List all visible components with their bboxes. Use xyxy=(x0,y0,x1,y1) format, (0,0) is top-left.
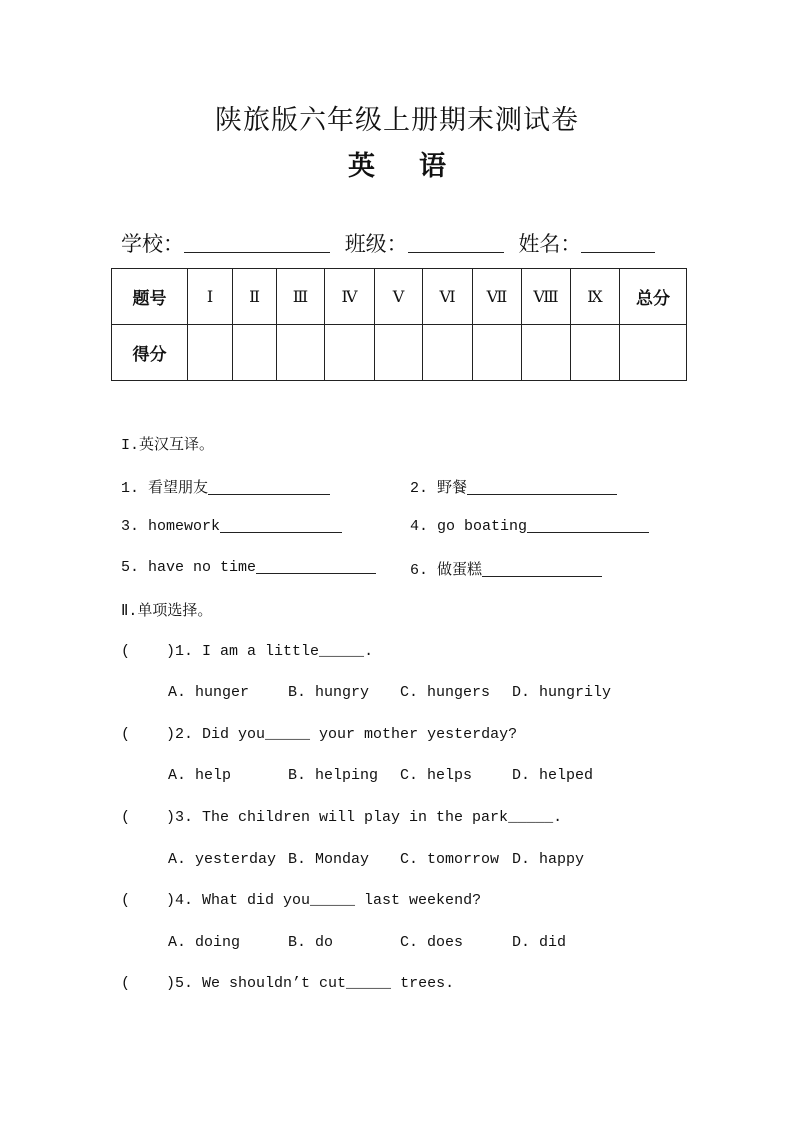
option-a: A. hunger xyxy=(168,684,250,701)
answer-blank[interactable] xyxy=(467,479,617,495)
question-4 xyxy=(121,892,481,909)
question-blank: _____ xyxy=(319,643,365,660)
option-a: A. yesterday xyxy=(168,851,277,868)
exam-title: 陕旅版六年级上册期末测试卷 xyxy=(215,105,579,136)
name-label: 姓名： xyxy=(518,232,582,256)
score-cell[interactable] xyxy=(325,325,375,381)
column-header: Ⅶ xyxy=(473,269,522,325)
option-b: B. helping xyxy=(288,767,379,784)
total-score-label: 总分 xyxy=(620,269,687,325)
question-blank: _____ xyxy=(346,975,392,992)
exam-subject xyxy=(0,144,794,183)
school-label: 学校： xyxy=(121,232,184,256)
option-d: D. happy xyxy=(512,851,585,868)
options-3 xyxy=(168,851,584,868)
answer-blank[interactable] xyxy=(208,479,330,495)
option-d: D. hungrily xyxy=(512,684,612,701)
option-c: C. tomorrow xyxy=(400,851,500,868)
question-text: ( )4. What did you xyxy=(121,892,311,909)
name-blank[interactable] xyxy=(581,232,655,253)
translation-item xyxy=(121,476,330,497)
question-3 xyxy=(121,809,562,826)
question-blank: _____ xyxy=(310,892,356,909)
answer-blank[interactable] xyxy=(527,517,649,533)
class-blank[interactable] xyxy=(408,232,504,253)
translation-item xyxy=(121,517,342,535)
subject-char-1: 英 xyxy=(348,151,375,182)
score-table-header-row xyxy=(112,269,687,325)
column-header: Ⅷ xyxy=(522,269,571,325)
answer-blank[interactable] xyxy=(256,558,376,574)
score-label: 得分 xyxy=(112,325,188,381)
question-text-end: last weekend? xyxy=(355,892,482,909)
score-cell[interactable] xyxy=(473,325,522,381)
score-cell[interactable] xyxy=(522,325,571,381)
question-2 xyxy=(121,726,517,743)
question-text-end: . xyxy=(364,643,374,660)
options-2 xyxy=(168,767,593,784)
option-c: C. hungers xyxy=(400,684,491,701)
item-text: 4. go boating xyxy=(410,518,528,535)
option-b: B. hungry xyxy=(288,684,370,701)
score-table-score-row xyxy=(112,325,687,381)
column-header: Ⅳ xyxy=(325,269,375,325)
option-b: B. do xyxy=(288,934,334,951)
score-cell[interactable] xyxy=(233,325,277,381)
question-1 xyxy=(121,643,373,660)
score-table xyxy=(111,268,687,381)
question-blank: _____ xyxy=(508,809,554,826)
section2-heading: Ⅱ.单项选择。 xyxy=(121,603,213,620)
score-cell[interactable] xyxy=(375,325,423,381)
option-b: B. Monday xyxy=(288,851,370,868)
item-text: 6. 做蛋糕 xyxy=(410,562,483,579)
translation-item xyxy=(410,476,617,497)
item-text: 3. homework xyxy=(121,518,221,535)
score-cell[interactable] xyxy=(277,325,325,381)
answer-blank[interactable] xyxy=(220,517,342,533)
section1-heading: I.英汉互译。 xyxy=(121,437,215,454)
item-text: 1. 看望朋友 xyxy=(121,480,209,497)
options-1 xyxy=(168,684,611,701)
question-text: ( )2. Did you xyxy=(121,726,266,743)
question-blank: _____ xyxy=(265,726,311,743)
school-blank[interactable] xyxy=(184,232,330,253)
option-c: C. does xyxy=(400,934,464,951)
question-text-end: your mother yesterday? xyxy=(310,726,518,743)
class-label: 班级： xyxy=(344,232,408,256)
option-d: D. helped xyxy=(512,767,594,784)
question-text: ( )5. We shouldn’t cut xyxy=(121,975,347,992)
student-info-line xyxy=(121,228,655,258)
translation-item xyxy=(121,558,376,576)
question-text-end: trees. xyxy=(391,975,455,992)
column-header: Ⅴ xyxy=(375,269,423,325)
total-score-cell[interactable] xyxy=(620,325,687,381)
column-header: Ⅸ xyxy=(571,269,620,325)
column-header: Ⅱ xyxy=(233,269,277,325)
subject-char-2: 语 xyxy=(419,151,446,182)
answer-blank[interactable] xyxy=(482,561,602,577)
column-header: Ⅰ xyxy=(188,269,233,325)
question-text-end: . xyxy=(553,809,563,826)
translation-item xyxy=(410,558,602,579)
question-text: ( )3. The children will play in the park xyxy=(121,809,509,826)
option-c: C. helps xyxy=(400,767,473,784)
options-4 xyxy=(168,934,566,951)
item-text: 5. have no time xyxy=(121,559,257,576)
question-text: ( )1. I am a little xyxy=(121,643,320,660)
score-cell[interactable] xyxy=(423,325,473,381)
option-a: A. help xyxy=(168,767,232,784)
column-header: Ⅲ xyxy=(277,269,325,325)
option-d: D. did xyxy=(512,934,567,951)
score-cell[interactable] xyxy=(571,325,620,381)
translation-item xyxy=(410,517,649,535)
item-text: 2. 野餐 xyxy=(410,480,468,497)
question-5 xyxy=(121,975,454,992)
column-header: Ⅵ xyxy=(423,269,473,325)
question-number-label: 题号 xyxy=(112,269,188,325)
option-a: A. doing xyxy=(168,934,241,951)
score-cell[interactable] xyxy=(188,325,233,381)
